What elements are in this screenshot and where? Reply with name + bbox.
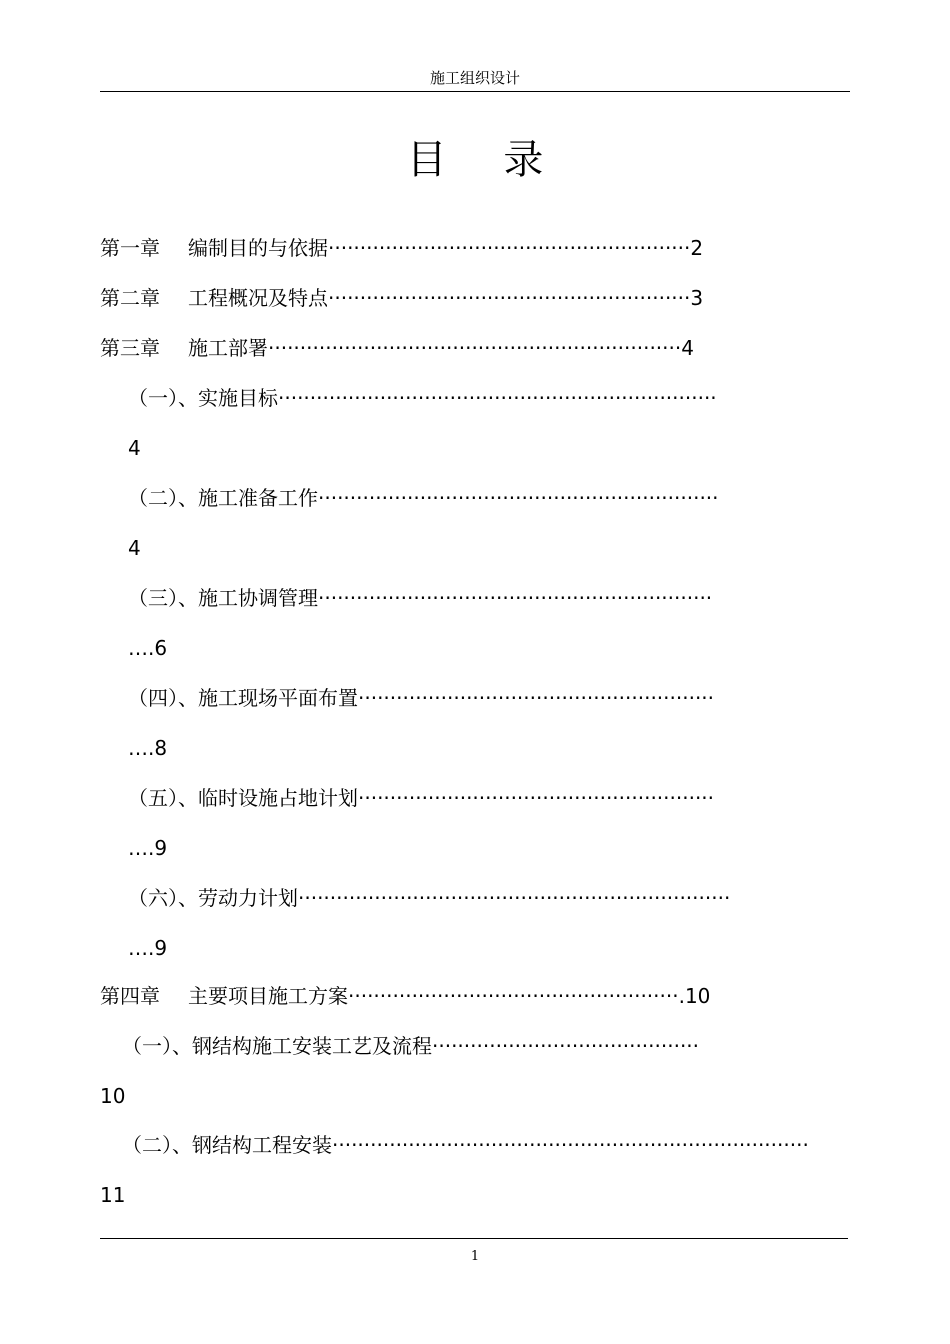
footer-rule: [100, 1238, 848, 1239]
toc-entry-text: （四）、施工现场平面布置: [128, 686, 358, 710]
toc-leader: ···········································································: [332, 1133, 809, 1157]
header-title: 施工组织设计: [429, 69, 520, 87]
toc-entry-section-3-5[interactable]: [128, 784, 848, 812]
toc-entry-text: （二）、钢结构工程安装: [122, 1133, 332, 1157]
toc-leader: ····················································: [348, 984, 679, 1008]
toc-entry-section-3-2[interactable]: [128, 484, 848, 512]
toc-entry-section-3-6[interactable]: [128, 884, 848, 912]
document-title: 目 录: [406, 137, 566, 183]
toc-entry-text: （五）、临时设施占地计划: [128, 786, 358, 810]
toc-entry-section-3-4[interactable]: [128, 684, 848, 712]
toc-entry-text: （一）、实施目标: [128, 386, 278, 410]
toc-page-number: 4: [128, 436, 141, 460]
toc-entry-chapter-4[interactable]: [100, 982, 710, 1010]
toc-page-number: 2: [690, 236, 704, 260]
toc-leader: ·························································: [328, 236, 691, 260]
toc-page-number: 4: [681, 336, 694, 360]
toc-entry-chapter-2[interactable]: [100, 284, 703, 312]
toc-entry-text: （二）、施工准备工作: [128, 486, 318, 510]
toc-entry-chapter-1[interactable]: [100, 234, 703, 262]
toc-leader: ························································: [358, 686, 715, 710]
toc-entry-text: 工程概况及特点: [188, 286, 328, 310]
footer-page-number: 1: [470, 1249, 480, 1264]
toc-page-number: 4: [128, 536, 141, 560]
toc-leader: ····································································: [298, 886, 731, 910]
toc-chapter-number: 第四章: [100, 984, 160, 1008]
toc-page-number: ….9: [128, 936, 168, 960]
toc-leader: ························································: [358, 786, 715, 810]
toc-chapter-number: 第二章: [100, 286, 160, 310]
toc-leader: ··········································: [432, 1034, 700, 1058]
toc-leader: ·····································································: [278, 386, 717, 410]
toc-chapter-number: 第一章: [100, 236, 160, 260]
toc-entry-section-3-3[interactable]: [128, 584, 848, 612]
toc-leader: ·························································: [328, 286, 691, 310]
toc-entry-text: 主要项目施工方案: [188, 984, 348, 1008]
toc-leader: ······························································: [318, 586, 713, 610]
toc-leader: ·································································: [268, 336, 682, 360]
toc-page-number: .10: [678, 984, 711, 1008]
toc-page-number: 11: [100, 1183, 126, 1207]
toc-entry-text: （一）、钢结构施工安装工艺及流程: [122, 1034, 432, 1058]
toc-page-number: 10: [100, 1084, 126, 1108]
toc-page-number: ….8: [128, 736, 168, 760]
toc-leader: ·······························································: [318, 486, 719, 510]
toc-entry-text: （三）、施工协调管理: [128, 586, 318, 610]
toc-entry-section-4-2[interactable]: [122, 1131, 848, 1159]
toc-entry-text: 施工部署: [188, 336, 268, 360]
toc-entry-section-4-1[interactable]: [122, 1032, 848, 1060]
toc-page-number: ….9: [128, 836, 168, 860]
toc-entry-chapter-3[interactable]: [100, 334, 694, 362]
toc-entry-text: 编制目的与依据: [188, 236, 328, 260]
toc-chapter-number: 第三章: [100, 336, 160, 360]
toc-page-number: 3: [690, 286, 704, 310]
toc-page-number: ….6: [128, 636, 168, 660]
toc-entry-section-3-1[interactable]: [128, 384, 848, 412]
toc-entry-text: （六）、劳动力计划: [128, 886, 298, 910]
